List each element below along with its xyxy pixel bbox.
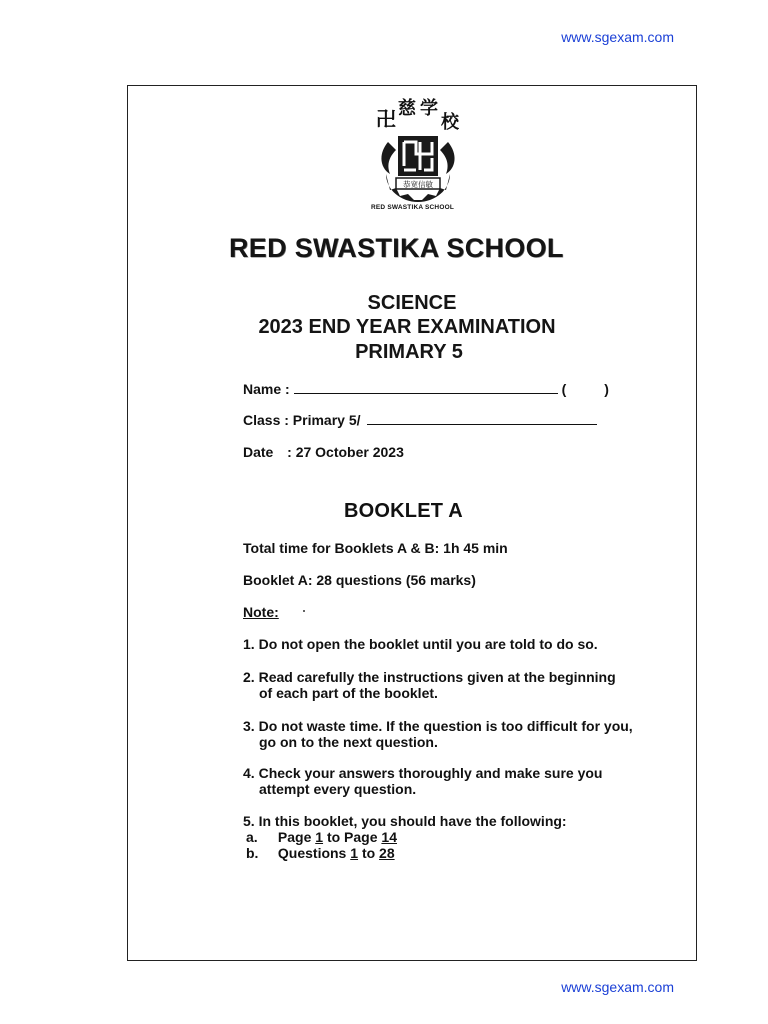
note-item-1 [243, 636, 683, 652]
note-1-number: 1. [243, 636, 255, 652]
school-name: RED SWASTIKA SCHOOL [229, 233, 564, 263]
register-number-open: ( [561, 381, 567, 397]
svg-text:慈: 慈 [398, 98, 416, 119]
svg-text:卍: 卍 [376, 107, 396, 131]
header-site-link[interactable]: www.sgexam.com [561, 29, 674, 45]
booklet-heading: BOOKLET A [344, 500, 463, 522]
date-field [243, 444, 404, 460]
scan-dot [303, 610, 305, 612]
name-field[interactable] [243, 381, 609, 397]
note-2-line-1: Read carefully the instructions given at the beginning [258, 669, 616, 685]
note-4-number: 4. [243, 765, 255, 781]
sub-a-prefix: Page [277, 829, 312, 845]
school-crest-icon [368, 96, 468, 216]
note-3-line-1: Do not waste time. If the question is too difficult for you, [258, 718, 633, 734]
sub-a-middle: to Page [326, 829, 378, 845]
exam-subject: SCIENCE [367, 292, 457, 314]
note-5-text: In this booklet, you should have the following: [258, 813, 567, 829]
class-blank[interactable] [367, 424, 597, 425]
sub-a-to: 14 [381, 829, 397, 845]
name-blank[interactable] [294, 393, 558, 394]
footer-site-link[interactable]: www.sgexam.com [561, 979, 674, 995]
sub-b-from: 1 [350, 845, 359, 861]
class-field[interactable] [243, 412, 597, 428]
note-4-line-2: attempt every question. [259, 781, 417, 797]
register-number-close: ) [604, 381, 609, 397]
name-label: Name : [243, 381, 290, 397]
note-4-line-1: Check your answers thoroughly and make sure you [258, 765, 603, 781]
logo-caption: RED SWASTIKA SCHOOL [371, 204, 455, 211]
note-3-number: 3. [243, 718, 255, 734]
date-label: Date [243, 444, 274, 460]
note-5-number: 5. [243, 813, 255, 829]
note-1-text: Do not open the booklet until you are told to do so. [258, 636, 598, 652]
exam-title: 2023 END YEAR EXAMINATION [258, 316, 556, 338]
svg-text:恭宽信敏: 恭宽信敏 [403, 180, 433, 189]
note-item-4 [243, 765, 683, 797]
svg-text:学: 学 [420, 98, 438, 119]
sub-a-from: 1 [315, 829, 324, 845]
questions-info: Booklet A: 28 questions (56 marks) [243, 572, 476, 588]
note-2-number: 2. [243, 669, 255, 685]
exam-level: PRIMARY 5 [355, 341, 463, 363]
note-item-5 [243, 813, 683, 861]
svg-text:校: 校 [441, 112, 459, 133]
note-item-3 [243, 718, 683, 750]
sub-b-middle: to [361, 845, 376, 861]
note-item-2 [243, 669, 683, 701]
sub-b-to: 28 [379, 845, 395, 861]
sub-a-label: a. [246, 829, 258, 845]
class-label: Class : Primary 5/ [243, 412, 361, 428]
note-3-line-2: go on to the next question. [259, 734, 438, 750]
note-5-sub-b [243, 845, 683, 861]
note-5-sub-a [243, 829, 683, 845]
date-value: : 27 October 2023 [287, 444, 404, 460]
sub-b-label: b. [246, 845, 259, 861]
total-time-info: Total time for Booklets A & B: 1h 45 min [243, 540, 508, 556]
sub-b-prefix: Questions [277, 845, 347, 861]
note-heading: Note: [243, 604, 279, 620]
note-2-line-2: of each part of the booklet. [259, 685, 438, 701]
